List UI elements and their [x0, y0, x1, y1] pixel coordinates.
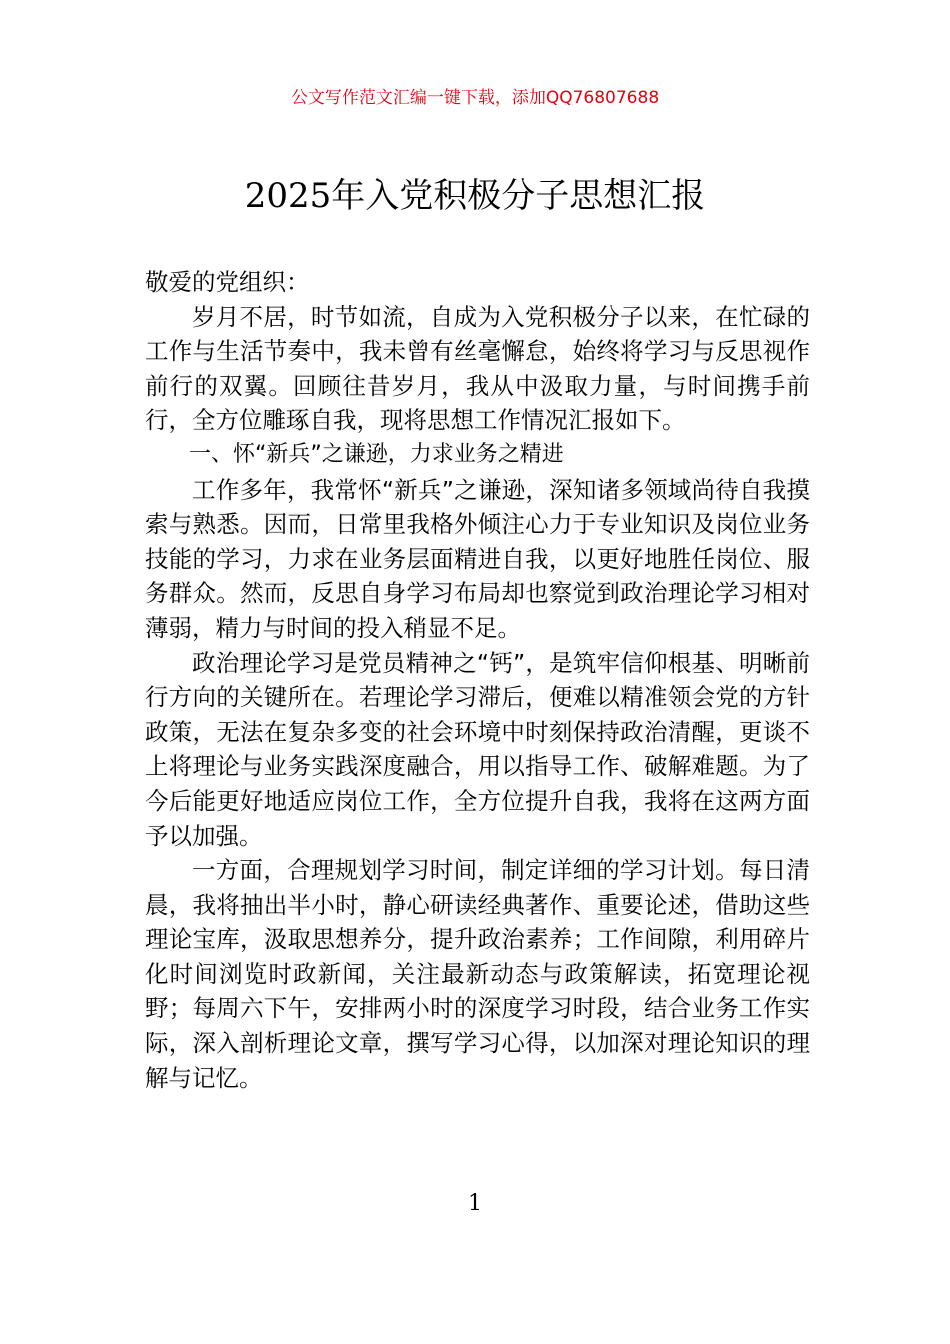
paragraph-intro: 岁月不居，时节如流，自成为入党积极分子以来，在忙碌的工作与生活节奏中，我未曾有丝毫懈怠，始终将学习与反思视作前行的双翼。回顾往昔岁月，我从中汲取力量，与时间携手前行，全方位雕琢自我，现将思想工作情况汇报如下。 [145, 302, 810, 435]
page-title: 2025年入党积极分子思想汇报 [244, 176, 706, 216]
header-download-note: 公文写作范文汇编一键下载，添加QQ76807688 [290, 88, 660, 108]
paragraph-1: 工作多年，我常怀“新兵”之谦逊，深知诸多领域尚待自我摸索与熟悉。因而，日常里我格外倾注心力于专业知识及岗位业务技能的学习，力求在业务层面精进自我，以更好地胜任岗位、服务群众。然而，反思自身学习布局却也察觉到政治理论学习相对薄弱，精力与时间的投入稍显不足。 [145, 475, 810, 642]
page-number: 1 [468, 1191, 482, 1216]
salutation: 敬爱的党组织： [145, 268, 310, 296]
section-heading-1: 一、怀“新兵”之谦逊，力求业务之精进 [189, 441, 564, 467]
document-body [145, 265, 810, 1095]
paragraph-2: 政治理论学习是党员精神之“钙”，是筑牢信仰根基、明晰前行方向的关键所在。若理论学习滞后，便难以精准领会党的方针政策，无法在复杂多变的社会环境中时刻保持政治清醒，更谈不上将理论与业务实践深度融合，用以指导工作、破解难题。为了今后能更好地适应岗位工作，全方位提升自我，我将在这两方面予以加强。 [145, 648, 810, 850]
paragraph-3: 一方面，合理规划学习时间，制定详细的学习计划。每日清晨，我将抽出半小时，静心研读经典著作、重要论述，借助这些理论宝库，汲取思想养分，提升政治素养；工作间隙，利用碎片化时间浏览时政新闻，关注最新动态与政策解读，拓宽理论视野；每周六下午，安排两小时的深度学习时段，结合业务工作实际，深入剖析理论文章，撰写学习心得，以加深对理论知识的理解与记忆。 [145, 856, 810, 1092]
